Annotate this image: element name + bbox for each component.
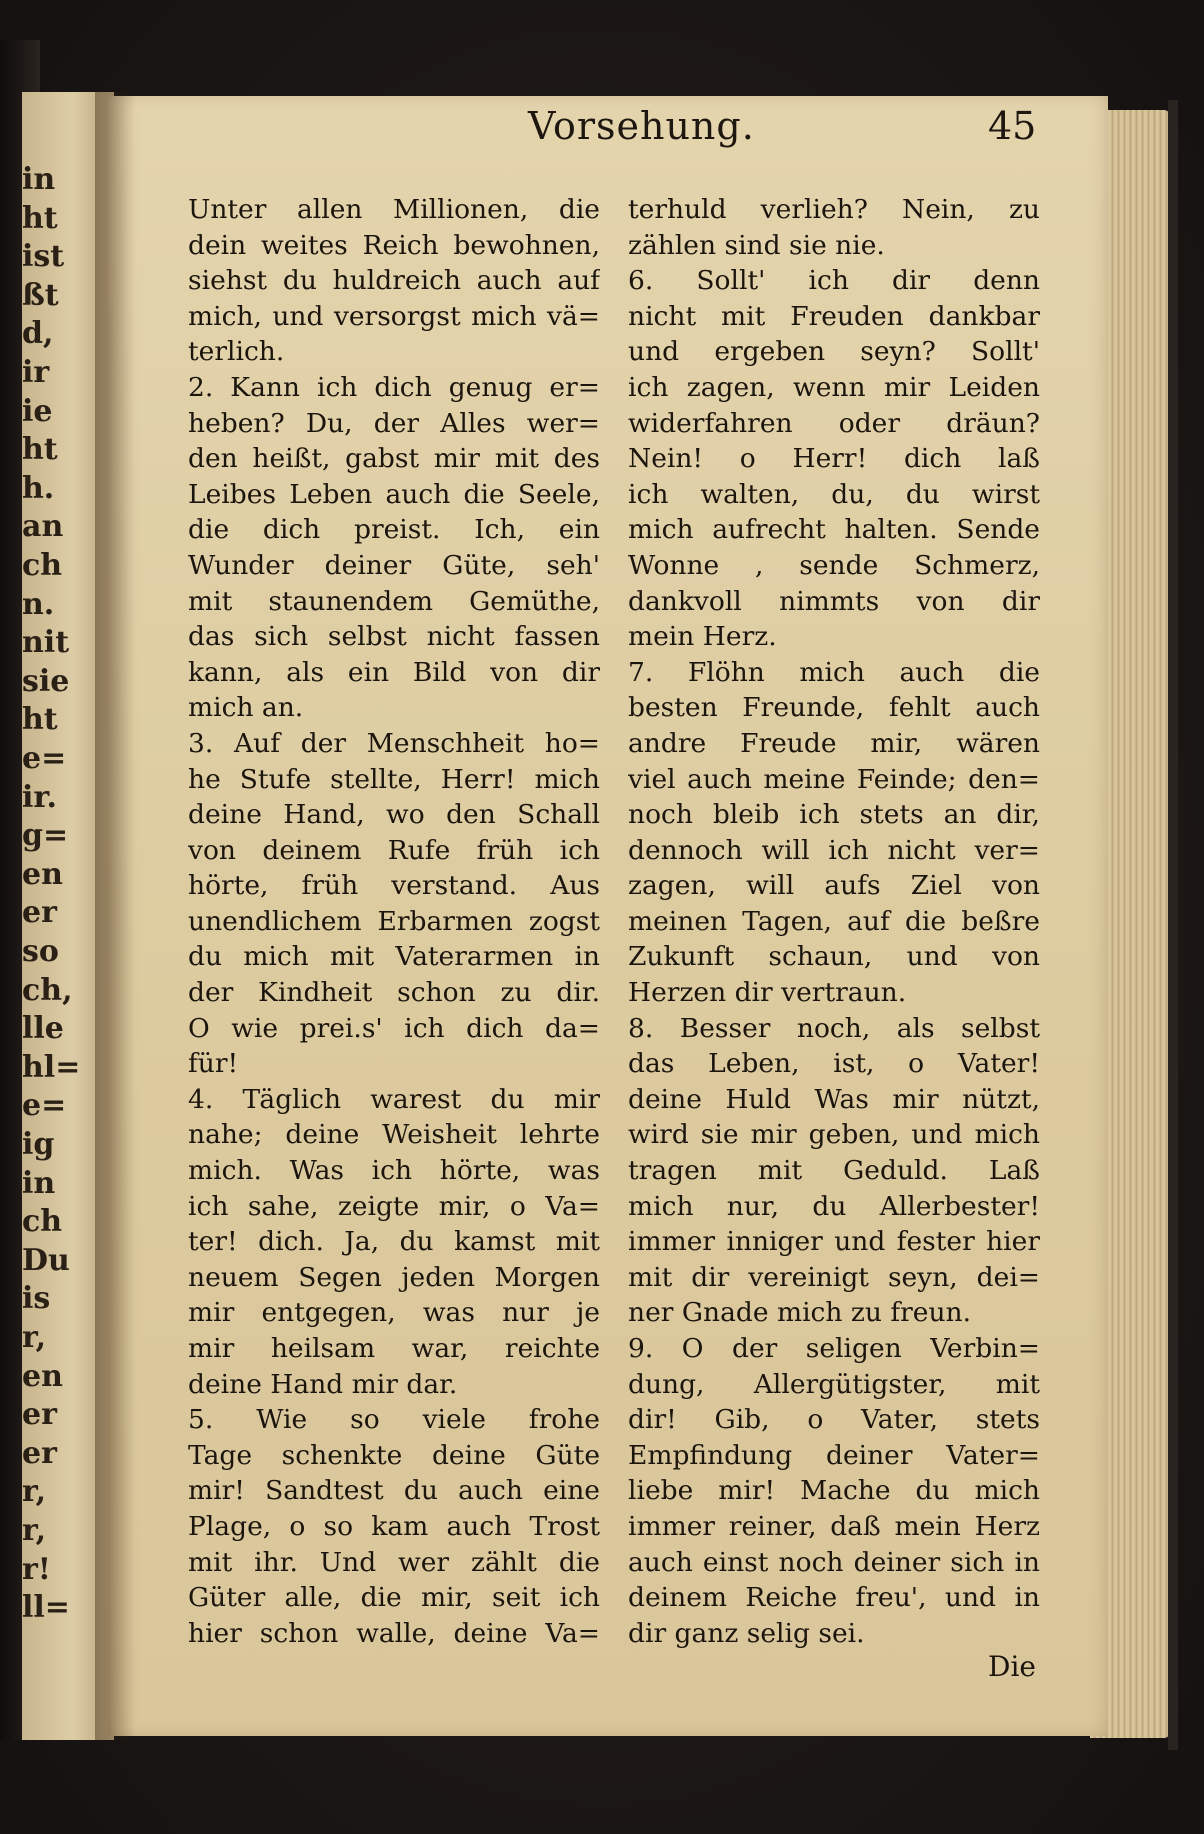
text-line: den heißt, gabst mir mit des — [188, 443, 600, 475]
text-line: von deinem Rufe früh ich — [188, 834, 600, 866]
text-line: 3. Auf der Menschheit ho= — [188, 727, 600, 759]
left-page-text-fragment: in — [22, 162, 56, 197]
text-line: zählen sind sie nie. — [628, 229, 885, 261]
text-line: die dich preist. Ich, ein — [188, 514, 600, 546]
left-page-text-fragment: hl= — [22, 1049, 81, 1085]
text-line: 4. Täglich warest du mir — [188, 1083, 600, 1115]
left-page-text-fragment: g= — [22, 818, 69, 854]
text-line: siehst du huldreich auch auf — [188, 265, 600, 297]
left-page-text-fragment: n. — [22, 586, 55, 622]
text-line: der Kindheit schon zu dir. — [188, 977, 600, 1009]
left-page-text-fragment: ch — [22, 548, 63, 583]
page-header — [108, 104, 1108, 164]
text-line: mir entgegen, was nur je — [188, 1297, 600, 1329]
left-page-text-fragment: ht — [22, 200, 58, 236]
left-page-text-fragment: Du — [22, 1242, 70, 1278]
text-line: deinem Reiche freu', und in — [628, 1582, 1040, 1614]
text-line: Nein! o Herr! dich laß — [628, 443, 1040, 475]
text-line: ich walten, du, du wirst — [628, 478, 1040, 510]
left-page-text-fragment: ch, — [22, 972, 73, 1008]
text-line: andre Freude mir, wären — [628, 727, 1040, 759]
left-page-text-fragment: h. — [22, 470, 55, 506]
text-line: ter! dich. Ja, du kamst mit — [188, 1226, 600, 1258]
text-line: 7. Flöhn mich auch die — [628, 656, 1040, 688]
left-page-text-fragment: r, — [22, 1320, 47, 1355]
left-page-text-fragment: ll= — [22, 1590, 70, 1626]
text-line: wird sie mir geben, und mich — [628, 1119, 1040, 1151]
text-line: Empfindung deiner Vater= — [628, 1439, 1040, 1471]
left-page-text-fragment: is — [22, 1281, 51, 1317]
left-page-text-fragment: d, — [22, 316, 54, 352]
text-line: tragen mit Geduld. Laß — [628, 1155, 1040, 1187]
text-line: deine Hand, wo den Schall — [188, 799, 600, 831]
text-line: Leibes Leben auch die Seele, — [188, 478, 600, 510]
text-line: zagen, will aufs Ziel von — [628, 870, 1040, 902]
left-page-text-fragment: r, — [22, 1474, 47, 1510]
text-line: nicht mit Freuden dankbar — [628, 300, 1040, 332]
text-line: mit ihr. Und wer zählt die — [188, 1546, 600, 1578]
text-line: auch einst noch deiner sich in — [628, 1546, 1040, 1578]
text-line: das sich selbst nicht fassen — [188, 621, 600, 653]
left-page-text-fragment: ir. — [22, 779, 57, 815]
text-line: mich nur, du Allerbester! — [628, 1190, 1040, 1222]
book-page — [108, 96, 1108, 1736]
left-page-text-fragment: er — [22, 1435, 57, 1471]
left-page-text-fragment: ist — [22, 239, 65, 275]
left-page-text-fragment: nit — [22, 625, 70, 661]
left-page-text-fragment: in — [22, 1165, 56, 1201]
left-page-text-fragment: ie — [22, 393, 53, 429]
text-line: terlich. — [188, 336, 285, 368]
text-line: dir ganz selig sei. — [628, 1617, 865, 1649]
text-line: 2. Kann ich dich genug er= — [188, 371, 600, 403]
text-line: terhuld verlieh? Nein, zu — [628, 194, 1040, 225]
text-column-left — [188, 192, 600, 1651]
text-line: immer reiner, daß mein Herz — [628, 1510, 1040, 1542]
text-line: mir heilsam war, reichte — [188, 1333, 600, 1364]
text-line: ich sahe, zeigte mir, o Va= — [188, 1190, 600, 1222]
left-page-text-fragment: so — [22, 934, 59, 969]
text-line: für! — [188, 1048, 239, 1080]
text-line: dein weites Reich bewohnen, — [188, 229, 600, 261]
text-line: he Stufe stellte, Herr! mich — [188, 763, 600, 795]
left-page-text-fragment: e= — [22, 1088, 67, 1124]
text-line: 8. Besser noch, als selbst — [628, 1012, 1040, 1044]
text-line: mir! Sandtest du auch eine — [188, 1475, 600, 1507]
text-line: dennoch will ich nicht ver= — [628, 834, 1040, 866]
left-page-text-fragment: en — [22, 1358, 63, 1394]
text-line: dung, Allergütigster, mit — [628, 1368, 1040, 1400]
text-line: unendlichem Erbarmen zogst — [188, 905, 600, 937]
text-line: Zukunft schaun, und von — [628, 941, 1040, 973]
text-line: 5. Wie so viele frohe — [188, 1404, 600, 1436]
text-line: hörte, früh verstand. Aus — [188, 870, 600, 902]
text-line: viel auch meine Feinde; den= — [628, 763, 1040, 795]
catchword: Die — [988, 1650, 1036, 1683]
text-line: neuem Segen jeden Morgen — [188, 1261, 600, 1293]
text-column-right — [628, 192, 1040, 1651]
text-line: Tage schenkte deine Güte — [188, 1439, 600, 1471]
left-page-text-fragment: en — [22, 856, 63, 892]
running-title: Vorsehung. — [528, 104, 755, 148]
text-line: deine Hand mir dar. — [188, 1368, 458, 1400]
left-page-text-fragment: ig — [22, 1127, 55, 1162]
text-line: dir! Gib, o Vater, stets — [628, 1404, 1040, 1436]
page-number: 45 — [988, 104, 1037, 148]
left-page-text-fragment: e= — [22, 741, 67, 776]
text-line: mich, und versorgst mich vä= — [188, 300, 600, 332]
text-line: mich aufrecht halten. Sende — [628, 514, 1040, 546]
text-line: meinen Tagen, auf die beßre — [628, 905, 1040, 937]
left-page-text-fragment: ir — [22, 355, 50, 390]
text-line: dankvoll nimmts von dir — [628, 585, 1040, 617]
text-line: und ergeben seyn? Sollt' — [628, 336, 1040, 368]
left-page-text-fragment: r, — [22, 1513, 47, 1548]
text-line: Wonne , sende Schmerz, — [628, 549, 1040, 581]
text-line: nahe; deine Weisheit lehrte — [188, 1119, 600, 1151]
text-line: widerfahren oder dräun? — [628, 407, 1040, 439]
text-line: ner Gnade mich zu freun. — [628, 1297, 972, 1329]
text-line: ich zagen, wenn mir Leiden — [628, 371, 1040, 403]
text-line: Herzen dir vertraun. — [628, 977, 907, 1009]
text-line: hier schon walle, deine Va= — [188, 1617, 600, 1649]
text-line: Wunder deiner Güte, seh' — [188, 549, 600, 581]
left-page-text-fragment: an — [22, 509, 64, 545]
text-line: mich an. — [188, 692, 304, 724]
text-line: kann, als ein Bild von dir — [188, 656, 600, 688]
left-page-text-fragment: er — [22, 895, 57, 931]
text-line: mit staunendem Gemüthe, — [188, 585, 600, 617]
text-line: besten Freunde, fehlt auch — [628, 692, 1040, 724]
left-page-text-fragment: er — [22, 1397, 57, 1433]
text-line: Plage, o so kam auch Trost — [188, 1510, 600, 1542]
left-page-text-fragment: r! — [22, 1551, 51, 1587]
text-line: mich. Was ich hörte, was — [188, 1155, 600, 1187]
text-line: mein Herz. — [628, 621, 777, 653]
text-line: immer inniger und fester hier — [628, 1226, 1040, 1258]
text-line: heben? Du, der Alles wer= — [188, 407, 600, 439]
text-line: 6. Sollt' ich dir denn — [628, 265, 1040, 297]
text-line: liebe mir! Mache du mich — [628, 1475, 1040, 1507]
text-line: noch bleib ich stets an dir, — [628, 799, 1040, 831]
text-line: du mich mit Vaterarmen in — [188, 941, 600, 973]
text-line: das Leben, ist, o Vater! — [628, 1048, 1040, 1080]
text-line: Güter alle, die mir, seit ich — [188, 1582, 600, 1614]
left-page-text-fragment: sie — [22, 663, 70, 699]
text-line: mit dir vereinigt seyn, dei= — [628, 1261, 1040, 1293]
text-line: Unter allen Millionen, die — [188, 194, 600, 225]
left-page-text-fragment: ht — [22, 432, 58, 468]
left-page-text-fragment: ht — [22, 702, 58, 738]
page-gutter-shadow — [95, 92, 135, 1740]
text-line: 9. O der seligen Verbin= — [628, 1333, 1040, 1364]
text-line: deine Huld Was mir nützt, — [628, 1083, 1040, 1115]
left-page-text-fragment: ch — [22, 1204, 63, 1240]
left-page-text-fragment: ßt — [22, 277, 59, 313]
text-line: O wie prei.s' ich dich da= — [188, 1012, 600, 1044]
left-page-text-fragment: lle — [22, 1011, 64, 1047]
